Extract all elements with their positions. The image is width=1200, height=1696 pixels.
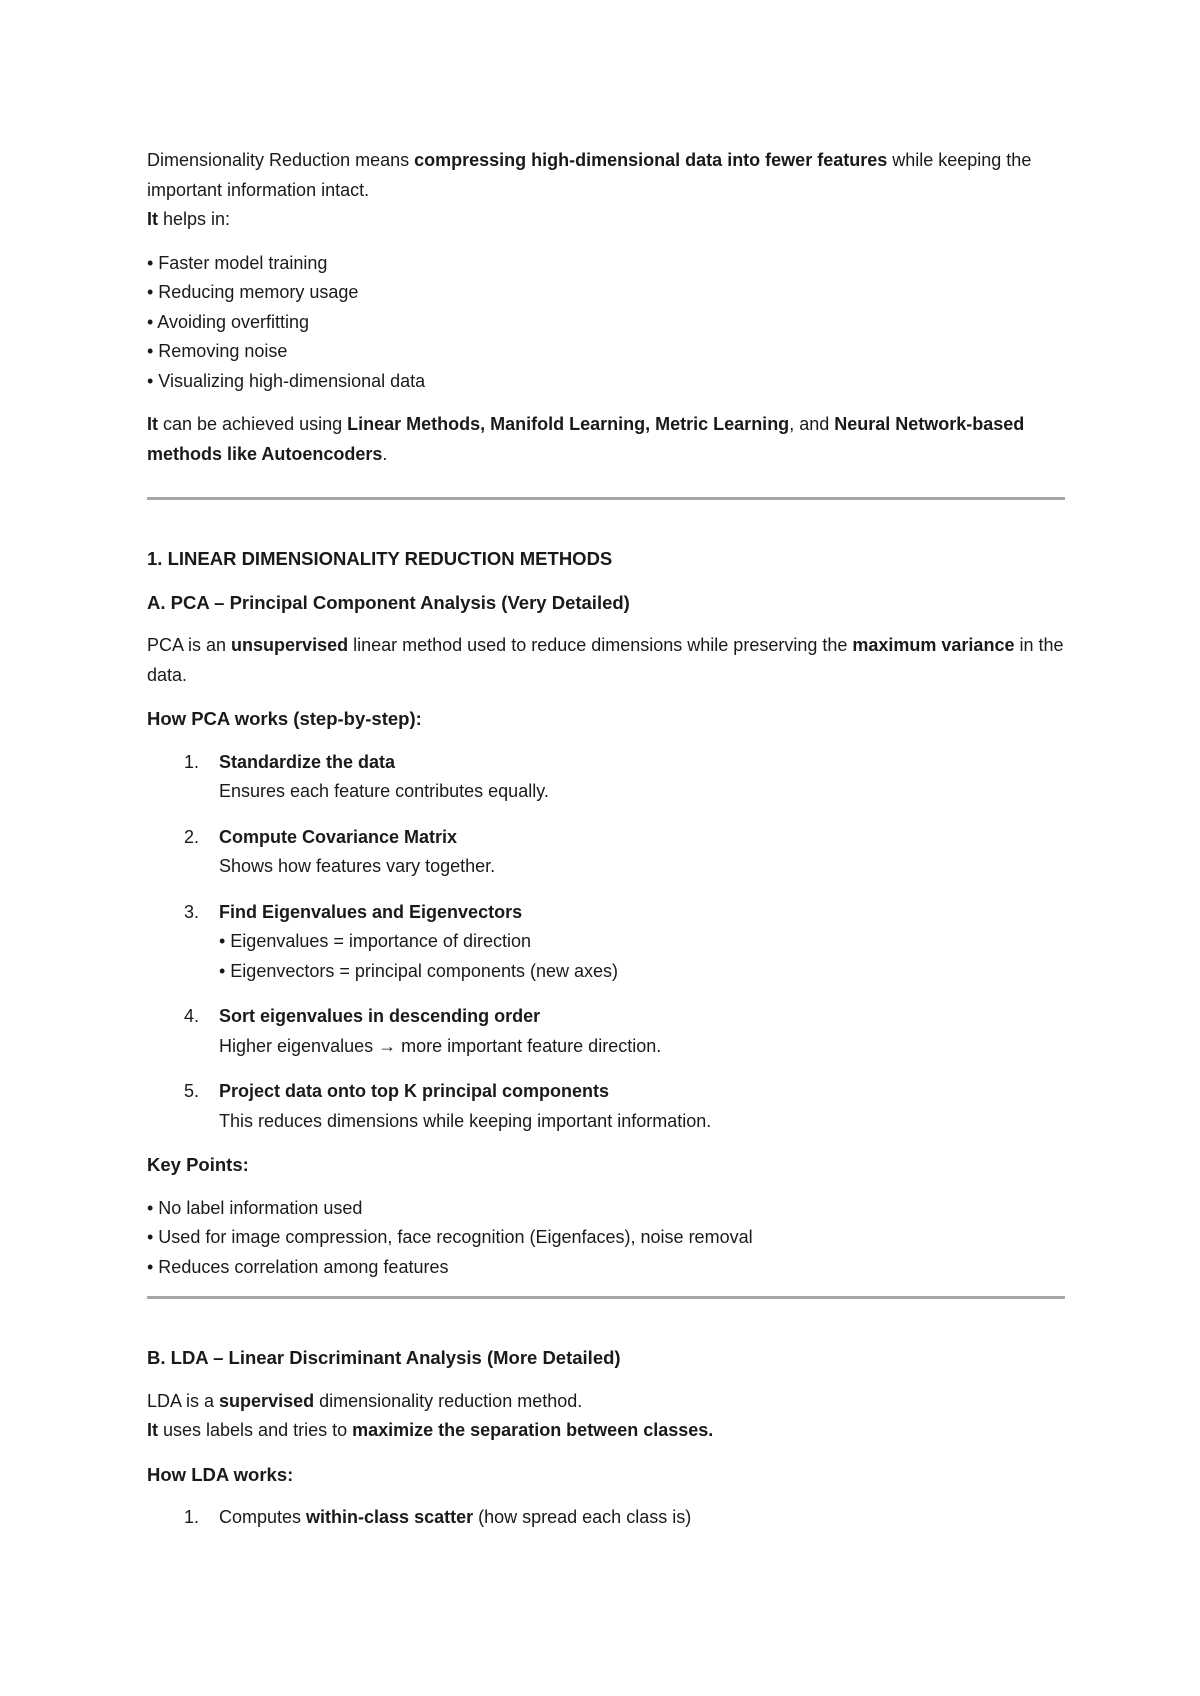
list-item: • Faster model training <box>147 252 328 273</box>
lda-heading: B. LDA – Linear Discriminant Analysis (More Detailed) <box>147 1347 621 1368</box>
lda-steps-heading: How LDA works: <box>147 1463 294 1485</box>
pca-steps-list <box>147 748 1065 1137</box>
key-points-list <box>147 1194 1065 1283</box>
pca-heading: A. PCA – Principal Component Analysis (Very Detailed) <box>147 591 630 613</box>
step-title: Compute Covariance Matrix <box>219 826 458 847</box>
list-item: • Visualizing high-dimensional data <box>147 370 426 391</box>
list-item: • Reduces correlation among features <box>147 1256 449 1277</box>
step-title: Find Eigenvalues and Eigenvectors <box>219 901 523 922</box>
list-item: • Avoiding overfitting <box>147 311 310 332</box>
step-detail: This reduces dimensions while keeping important information. <box>219 1110 712 1131</box>
pca-description: PCA is an unsupervised linear method used to reduce dimensions while preserving the maximum variance in the data. <box>147 635 1064 685</box>
step-detail: Higher eigenvalues → more important feature direction. <box>219 1035 662 1056</box>
document-page <box>147 146 1065 1533</box>
pca-steps-heading: How PCA works (step-by-step): <box>147 708 422 729</box>
step-title: Standardize the data <box>219 751 396 772</box>
lda-steps-list <box>147 1503 1065 1533</box>
benefits-list <box>147 249 1065 397</box>
list-item: 4. Sort eigenvalues in descending order Higher eigenvalues → more important feature direction. <box>184 1006 662 1056</box>
list-item: 2. Compute Covariance Matrix Shows how features vary together. <box>184 826 496 876</box>
step-detail: Shows how features vary together. <box>219 856 496 876</box>
section-heading: 1. LINEAR DIMENSIONALITY REDUCTION METHODS <box>147 548 613 569</box>
step-detail: Ensures each feature contributes equally. <box>219 781 549 801</box>
list-item: • Removing noise <box>147 341 288 361</box>
lda-description: LDA is a supervised dimensionality reduction method. <box>147 1390 583 1411</box>
list-item: • Used for image compression, face recognition (Eigenfaces), noise removal <box>147 1227 753 1247</box>
intro-paragraph: Dimensionality Reduction means compressing high-dimensional data into fewer features while keeping the important information intact. <box>147 150 1032 200</box>
helps-in-line: It helps in: <box>147 209 231 229</box>
step-title: Project data onto top K principal components <box>219 1081 610 1101</box>
list-item: • No label information used <box>147 1197 363 1218</box>
list-item: • Reducing memory usage <box>147 282 359 302</box>
key-points-heading: Key Points: <box>147 1154 249 1175</box>
step-detail: • Eigenvalues = importance of direction <box>219 931 531 951</box>
list-item: 3. Find Eigenvalues and Eigenvectors • Eigenvalues = importance of direction • Eigenvectors = principal components (new axes) <box>184 901 618 981</box>
list-item: 1. Standardize the data Ensures each feature contributes equally. <box>184 751 549 801</box>
step-detail: • Eigenvectors = principal components (new axes) <box>219 960 618 981</box>
lda-goal: It uses labels and tries to maximize the separation between classes. <box>147 1420 714 1440</box>
list-item: 1. Computes within-class scatter (how spread each class is) <box>184 1507 692 1527</box>
step-title: Sort eigenvalues in descending order <box>219 1006 541 1026</box>
methods-paragraph: It can be achieved using Linear Methods, Manifold Learning, Metric Learning, and Neural Network-based methods like Autoencoders. <box>147 414 1025 464</box>
list-item: 5. Project data onto top K principal components This reduces dimensions while keeping important information. <box>184 1081 712 1131</box>
